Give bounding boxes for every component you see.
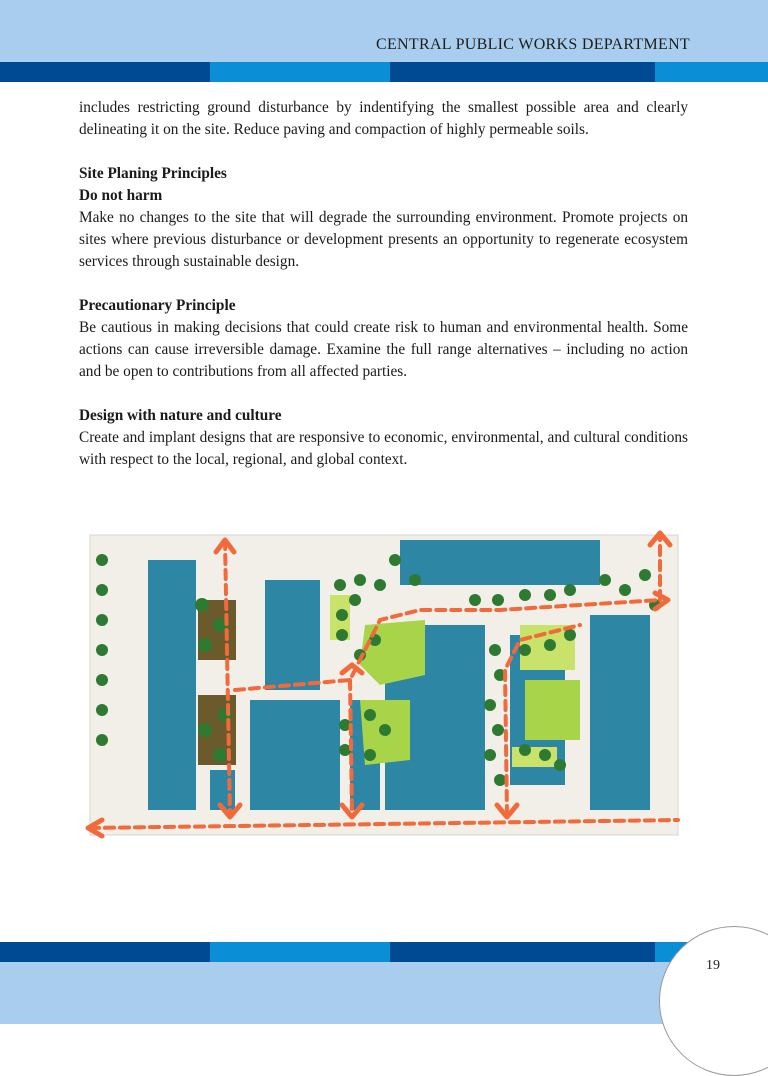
precautionary-paragraph: Be cautious in making decisions that could create risk to human and environmental health. Some actions can cause irreversible damage. Examine the full range alternatives – including no action and be open to contributions from all affected parties. [79, 319, 688, 380]
page-body [79, 97, 688, 471]
subheading-do-not-harm: Do not harm [79, 187, 163, 204]
section-heading-design-nature: Design with nature and culture [79, 407, 282, 424]
site-plan-illustration [80, 515, 690, 850]
site-plan-figure [80, 515, 690, 850]
do-not-harm-paragraph: Make no changes to the site that will degrade the surrounding environment. Promote projects on sites where previous disturbance or development presents an opportunity to regenerate ecosystem services through sustainable design. [79, 209, 688, 270]
section-heading-precautionary: Precautionary Principle [79, 297, 236, 314]
section-heading-site-planning: Site Planing Principles [79, 165, 227, 182]
design-nature-paragraph: Create and implant designs that are responsive to economic, environmental, and cultural conditions with respect to the local, regional, and global context. [79, 429, 688, 468]
department-title: CENTRAL PUBLIC WORKS DEPARTMENT [376, 36, 690, 53]
page-number: 19 [706, 958, 720, 973]
header-stripe [0, 62, 768, 82]
footer-stripe [0, 942, 768, 962]
intro-paragraph: includes restricting ground disturbance by indentifying the smallest possible area and clearly delineating it on the site. Reduce paving and compaction of highly permeable soils. [79, 99, 688, 138]
footer-band [0, 962, 768, 1024]
